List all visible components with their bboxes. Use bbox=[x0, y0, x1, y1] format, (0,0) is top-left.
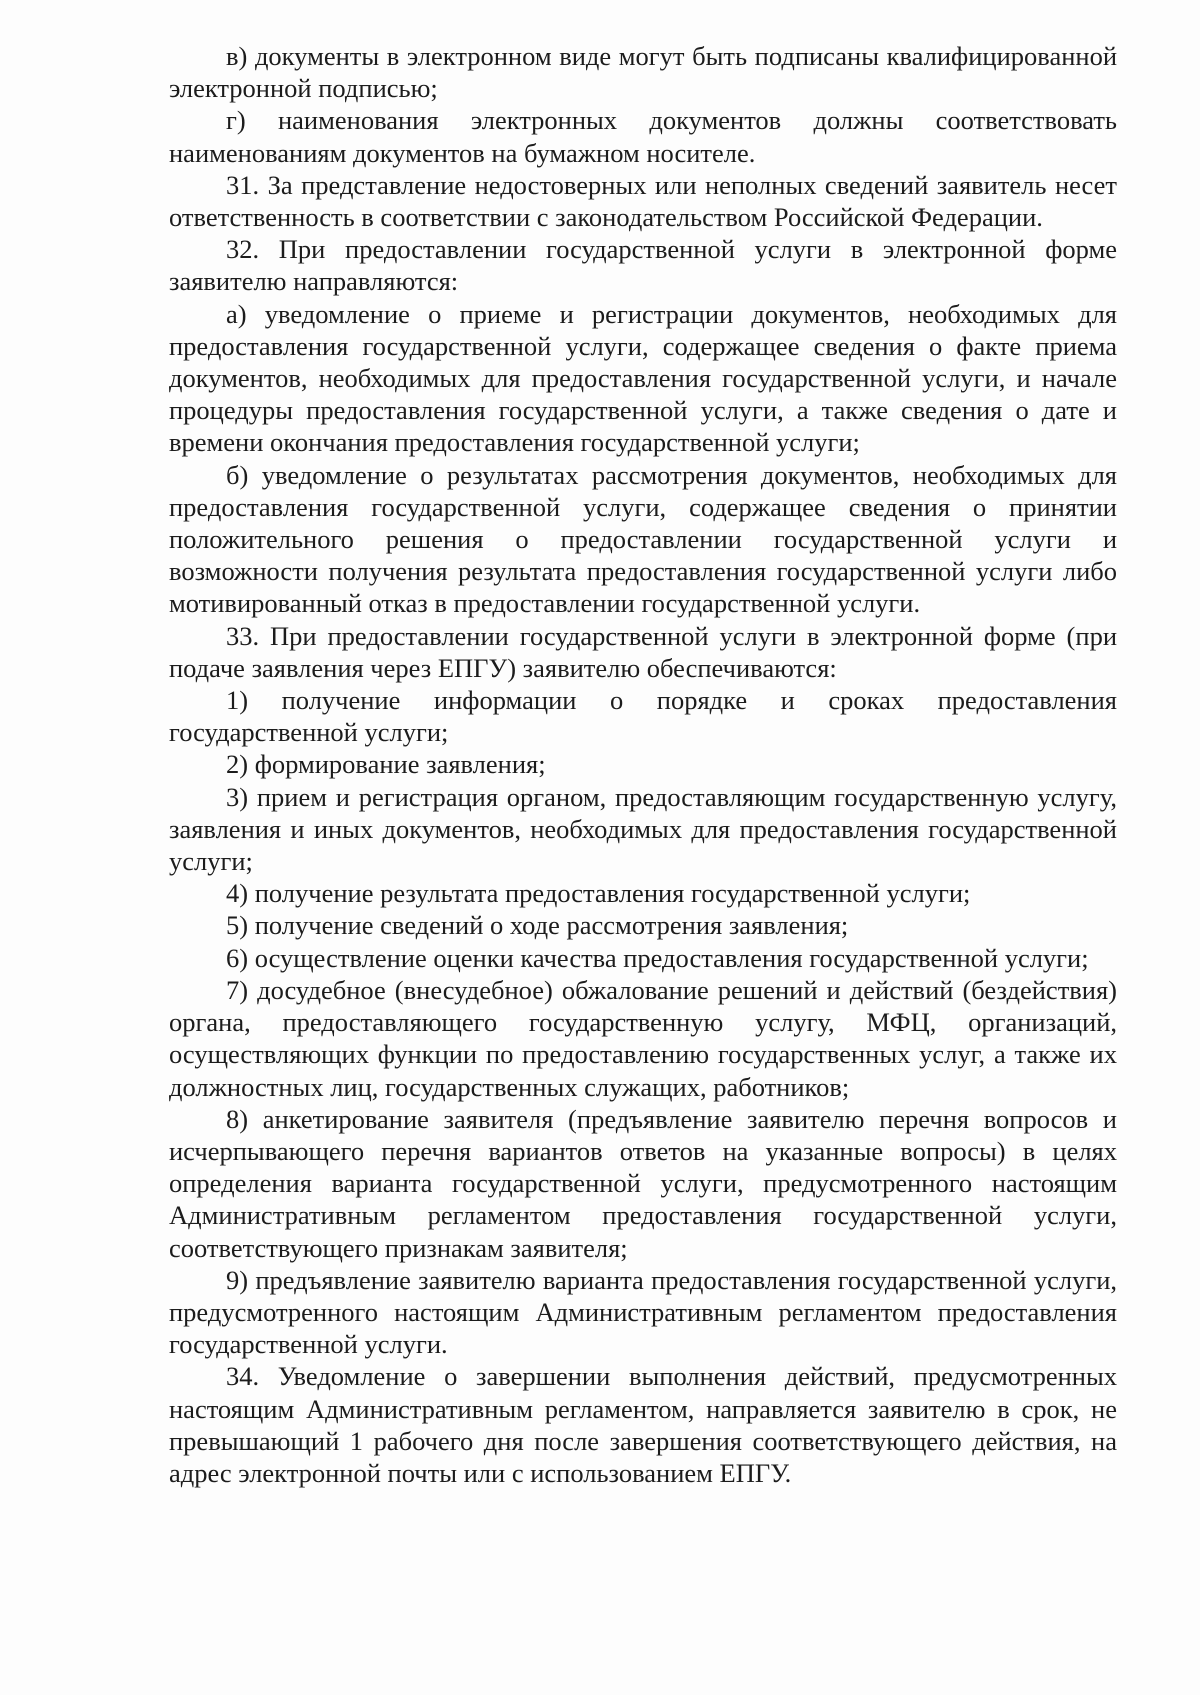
paragraph-33-item-1: 1) получение информации о порядке и сроках предоставления государственной услуги; bbox=[169, 685, 1117, 748]
paragraph-item-g: г) наименования электронных документов должны соответствовать наименованиям документов на бумажном носителе. bbox=[169, 105, 1117, 168]
paragraph-33: 33. При предоставлении государственной услуги в электронной форме (при подаче заявления через ЕПГУ) заявителю обеспечиваются: bbox=[169, 620, 1117, 683]
paragraph-33-item-7: 7) досудебное (внесудебное) обжалование решений и действий (бездействия) органа, предоставляющего государственную услугу, МФЦ, организаций, осуществляющих функции по предоставлению государственных услуг, а также их должностных лиц, государственных служащих, работников; bbox=[169, 974, 1117, 1102]
paragraph-34: 34. Уведомление о завершении выполнения действий, предусмотренных настоящим Административным регламентом, направляется заявителю в срок, не превышающий 1 рабочего дня после завершения соответствующего действия, на адрес электронной почты или с использованием ЕПГУ. bbox=[169, 1361, 1117, 1488]
paragraph-33-item-8: 8) анкетирование заявителя (предъявление заявителю перечня вопросов и исчерпывающего перечня вариантов ответов на указанные вопросы) в целях определения варианта государственной услуги, предусмотренного настоящим Административным регламентом предоставления государственной услуги, соответствующего признакам заявителя; bbox=[169, 1103, 1117, 1263]
paragraph-33-item-3: 3) прием и регистрация органом, предоставляющим государственную услугу, заявления и иных документов, необходимых для предоставления государственной услуги; bbox=[169, 781, 1117, 877]
paragraph-32-item-a: а) уведомление о приеме и регистрации документов, необходимых для предоставления государственной услуги, содержащее сведения о факте приема документов, необходимых для предоставления государственной услуги, и начале процедуры предоставления государственной услуги, а также сведения о дате и времени окончания предоставления государственной услуги; bbox=[169, 298, 1117, 458]
paragraph-33-item-2: 2) формирование заявления; bbox=[226, 749, 546, 780]
paragraph-33-item-6: 6) осуществление оценки качества предоставления государственной услуги; bbox=[226, 942, 1089, 973]
paragraph-item-v: в) документы в электронном виде могут быть подписаны квалифицированной электронной подписью; bbox=[169, 41, 1117, 104]
paragraph-32-item-b: б) уведомление о результатах рассмотрения документов, необходимых для предоставления государственной услуги, содержащее сведения о принятии положительного решения о предоставлении государственной услуги и возможности получения результата предоставления государственной услуги либо мотивированный отказ в предоставлении государственной услуги. bbox=[169, 459, 1117, 619]
document-body bbox=[169, 40, 1117, 1489]
paragraph-32: 32. При предоставлении государственной услуги в электронной форме заявителю направляются: bbox=[169, 234, 1117, 297]
paragraph-33-item-9: 9) предъявление заявителю варианта предоставления государственной услуги, предусмотренного настоящим Административным регламентом предоставления государственной услуги. bbox=[169, 1264, 1117, 1360]
paragraph-33-item-5: 5) получение сведений о ходе рассмотрения заявления; bbox=[226, 910, 849, 941]
paragraph-31: 31. За представление недостоверных или неполных сведений заявитель несет ответственность в соответствии с законодательством Российской Федерации. bbox=[169, 169, 1117, 233]
paragraph-33-item-4: 4) получение результата предоставления государственной услуги; bbox=[226, 878, 971, 909]
